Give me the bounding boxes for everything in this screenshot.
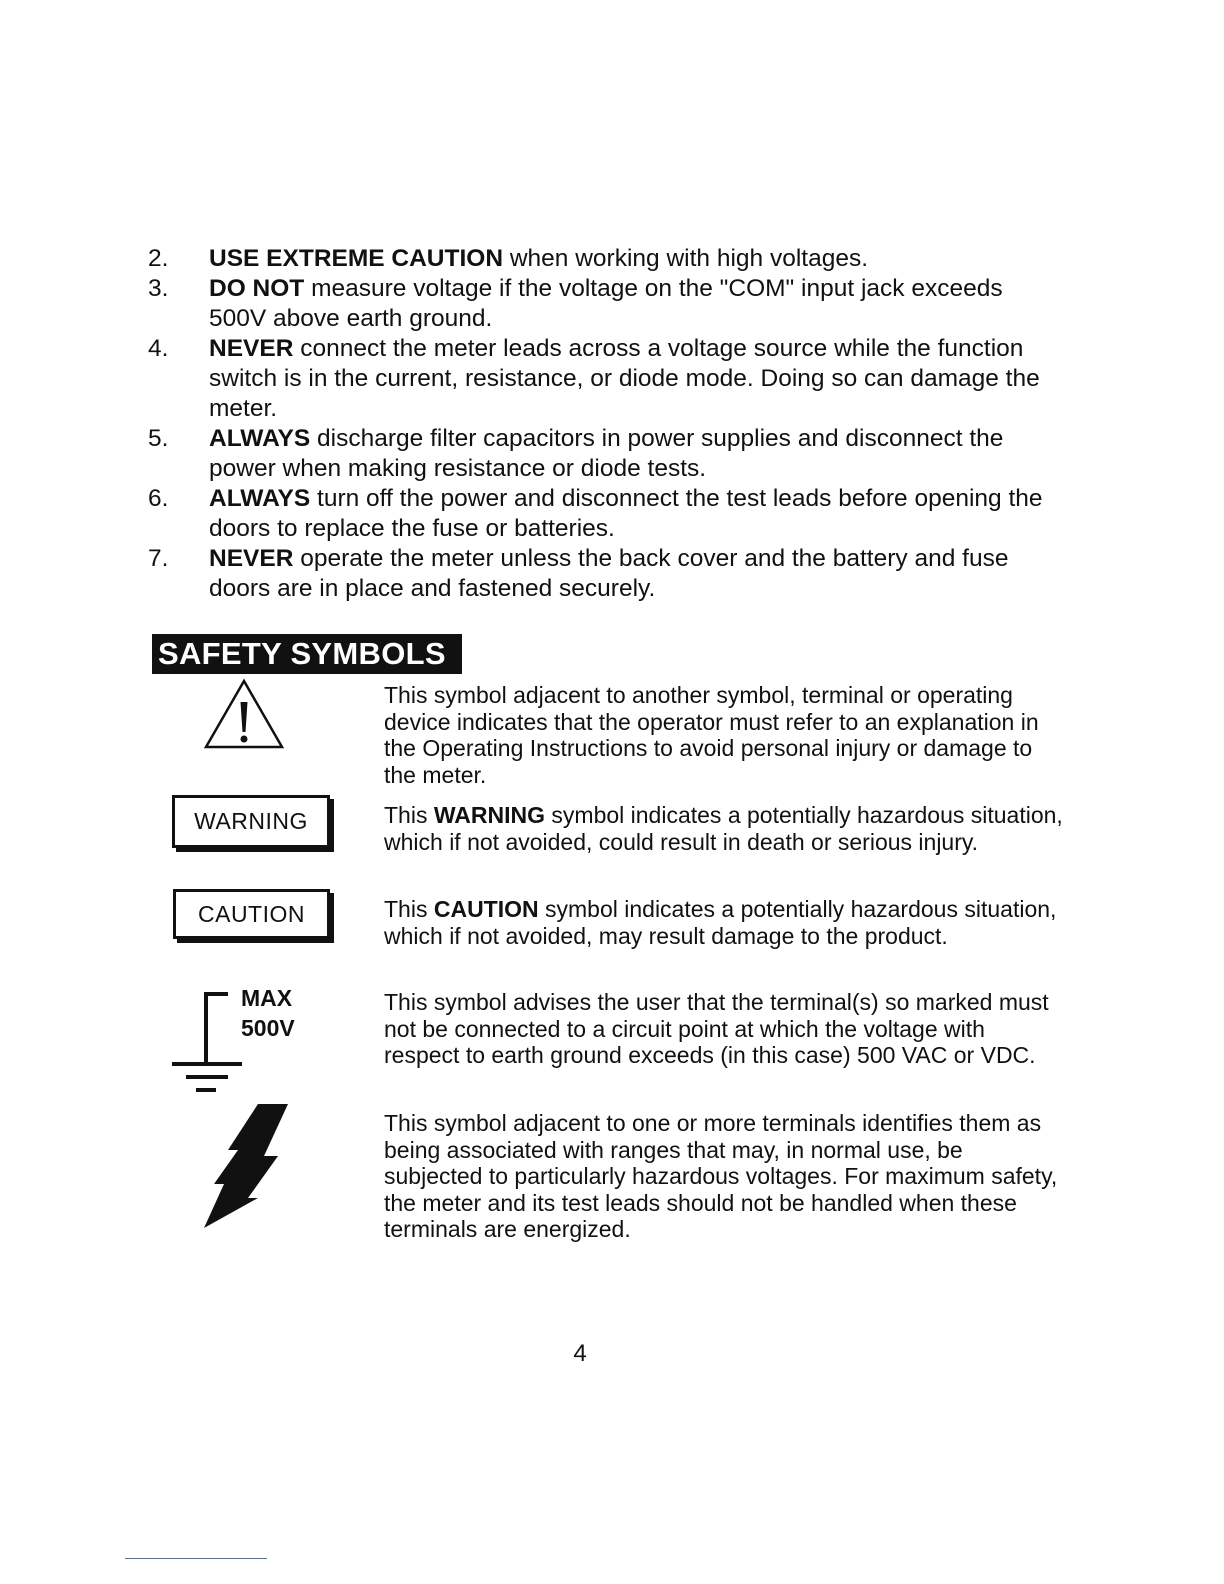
warning-symbol-description: This WARNING symbol indicates a potentially hazardous situation, which if not avoided, could result in death or serious injury. xyxy=(384,802,1063,855)
list-item xyxy=(148,424,1048,484)
list-item xyxy=(148,274,1048,334)
item-emphasis: NEVER xyxy=(209,545,294,572)
footer-divider xyxy=(125,1558,267,1559)
item-emphasis: NEVER xyxy=(209,335,294,362)
item-emphasis: USE EXTREME CAUTION xyxy=(209,245,504,272)
max-voltage-symbol-description: This symbol advises the user that the terminal(s) so marked must not be connected to a circuit point at which the voltage with respect to earth ground exceeds (in this case) 500 VAC or VDC. xyxy=(384,989,1049,1069)
list-item xyxy=(148,334,1048,424)
page-number: 4 xyxy=(573,1340,587,1367)
max-voltage-label-line1: MAX xyxy=(241,985,293,1011)
item-text: measure voltage if the voltage on the "COM" input jack exceeds 500V above earth ground. xyxy=(209,275,1003,332)
item-text: discharge filter capacitors in power supplies and disconnect the power when making resistance or diode tests. xyxy=(209,425,1004,482)
item-number: 3. xyxy=(148,275,169,302)
safety-instructions-list xyxy=(148,244,1048,604)
list-item xyxy=(148,244,1048,274)
lightning-bolt-icon xyxy=(200,1100,292,1230)
ground-terminal-icon xyxy=(170,986,250,1098)
item-text: turn off the power and disconnect the test leads before opening the doors to replace the fuse or batteries. xyxy=(209,485,1043,542)
caution-symbol-description: This CAUTION symbol indicates a potentially hazardous situation, which if not avoided, may result damage to the product. xyxy=(384,896,1057,949)
item-emphasis: ALWAYS xyxy=(209,485,311,512)
item-number: 4. xyxy=(148,335,169,362)
item-number: 5. xyxy=(148,425,169,452)
item-emphasis: DO NOT xyxy=(209,275,305,302)
list-item xyxy=(148,484,1048,544)
max-voltage-label-line2: 500V xyxy=(241,1015,295,1041)
section-title: SAFETY SYMBOLS xyxy=(152,634,462,674)
item-emphasis: ALWAYS xyxy=(209,425,311,452)
item-text: operate the meter unless the back cover and the battery and fuse doors are in place and fastened securely. xyxy=(209,545,1009,602)
item-text: when working with high voltages. xyxy=(503,245,869,272)
warning-label-box: WARNING xyxy=(172,795,330,848)
caution-label-box: CAUTION xyxy=(173,889,330,939)
caution-triangle-icon xyxy=(203,678,285,750)
high-voltage-symbol-description: This symbol adjacent to one or more terminals identifies them as being associated with ranges that may, in normal use, be subjected to particularly hazardous voltages. For maximum safety, the meter and its test leads should not be handled when these terminals are energized. xyxy=(384,1110,1058,1243)
item-number: 2. xyxy=(148,245,169,272)
item-text: connect the meter leads across a voltage source while the function switch is in the current, resistance, or diode mode. Doing so can damage the meter. xyxy=(209,335,1040,422)
attention-symbol-description: This symbol adjacent to another symbol, terminal or operating device indicates that the operator must refer to an explanation in the Operating Instructions to avoid personal injury or damage to the meter. xyxy=(384,682,1039,788)
item-number: 7. xyxy=(148,545,169,572)
list-item xyxy=(148,544,1048,604)
item-number: 6. xyxy=(148,485,169,512)
